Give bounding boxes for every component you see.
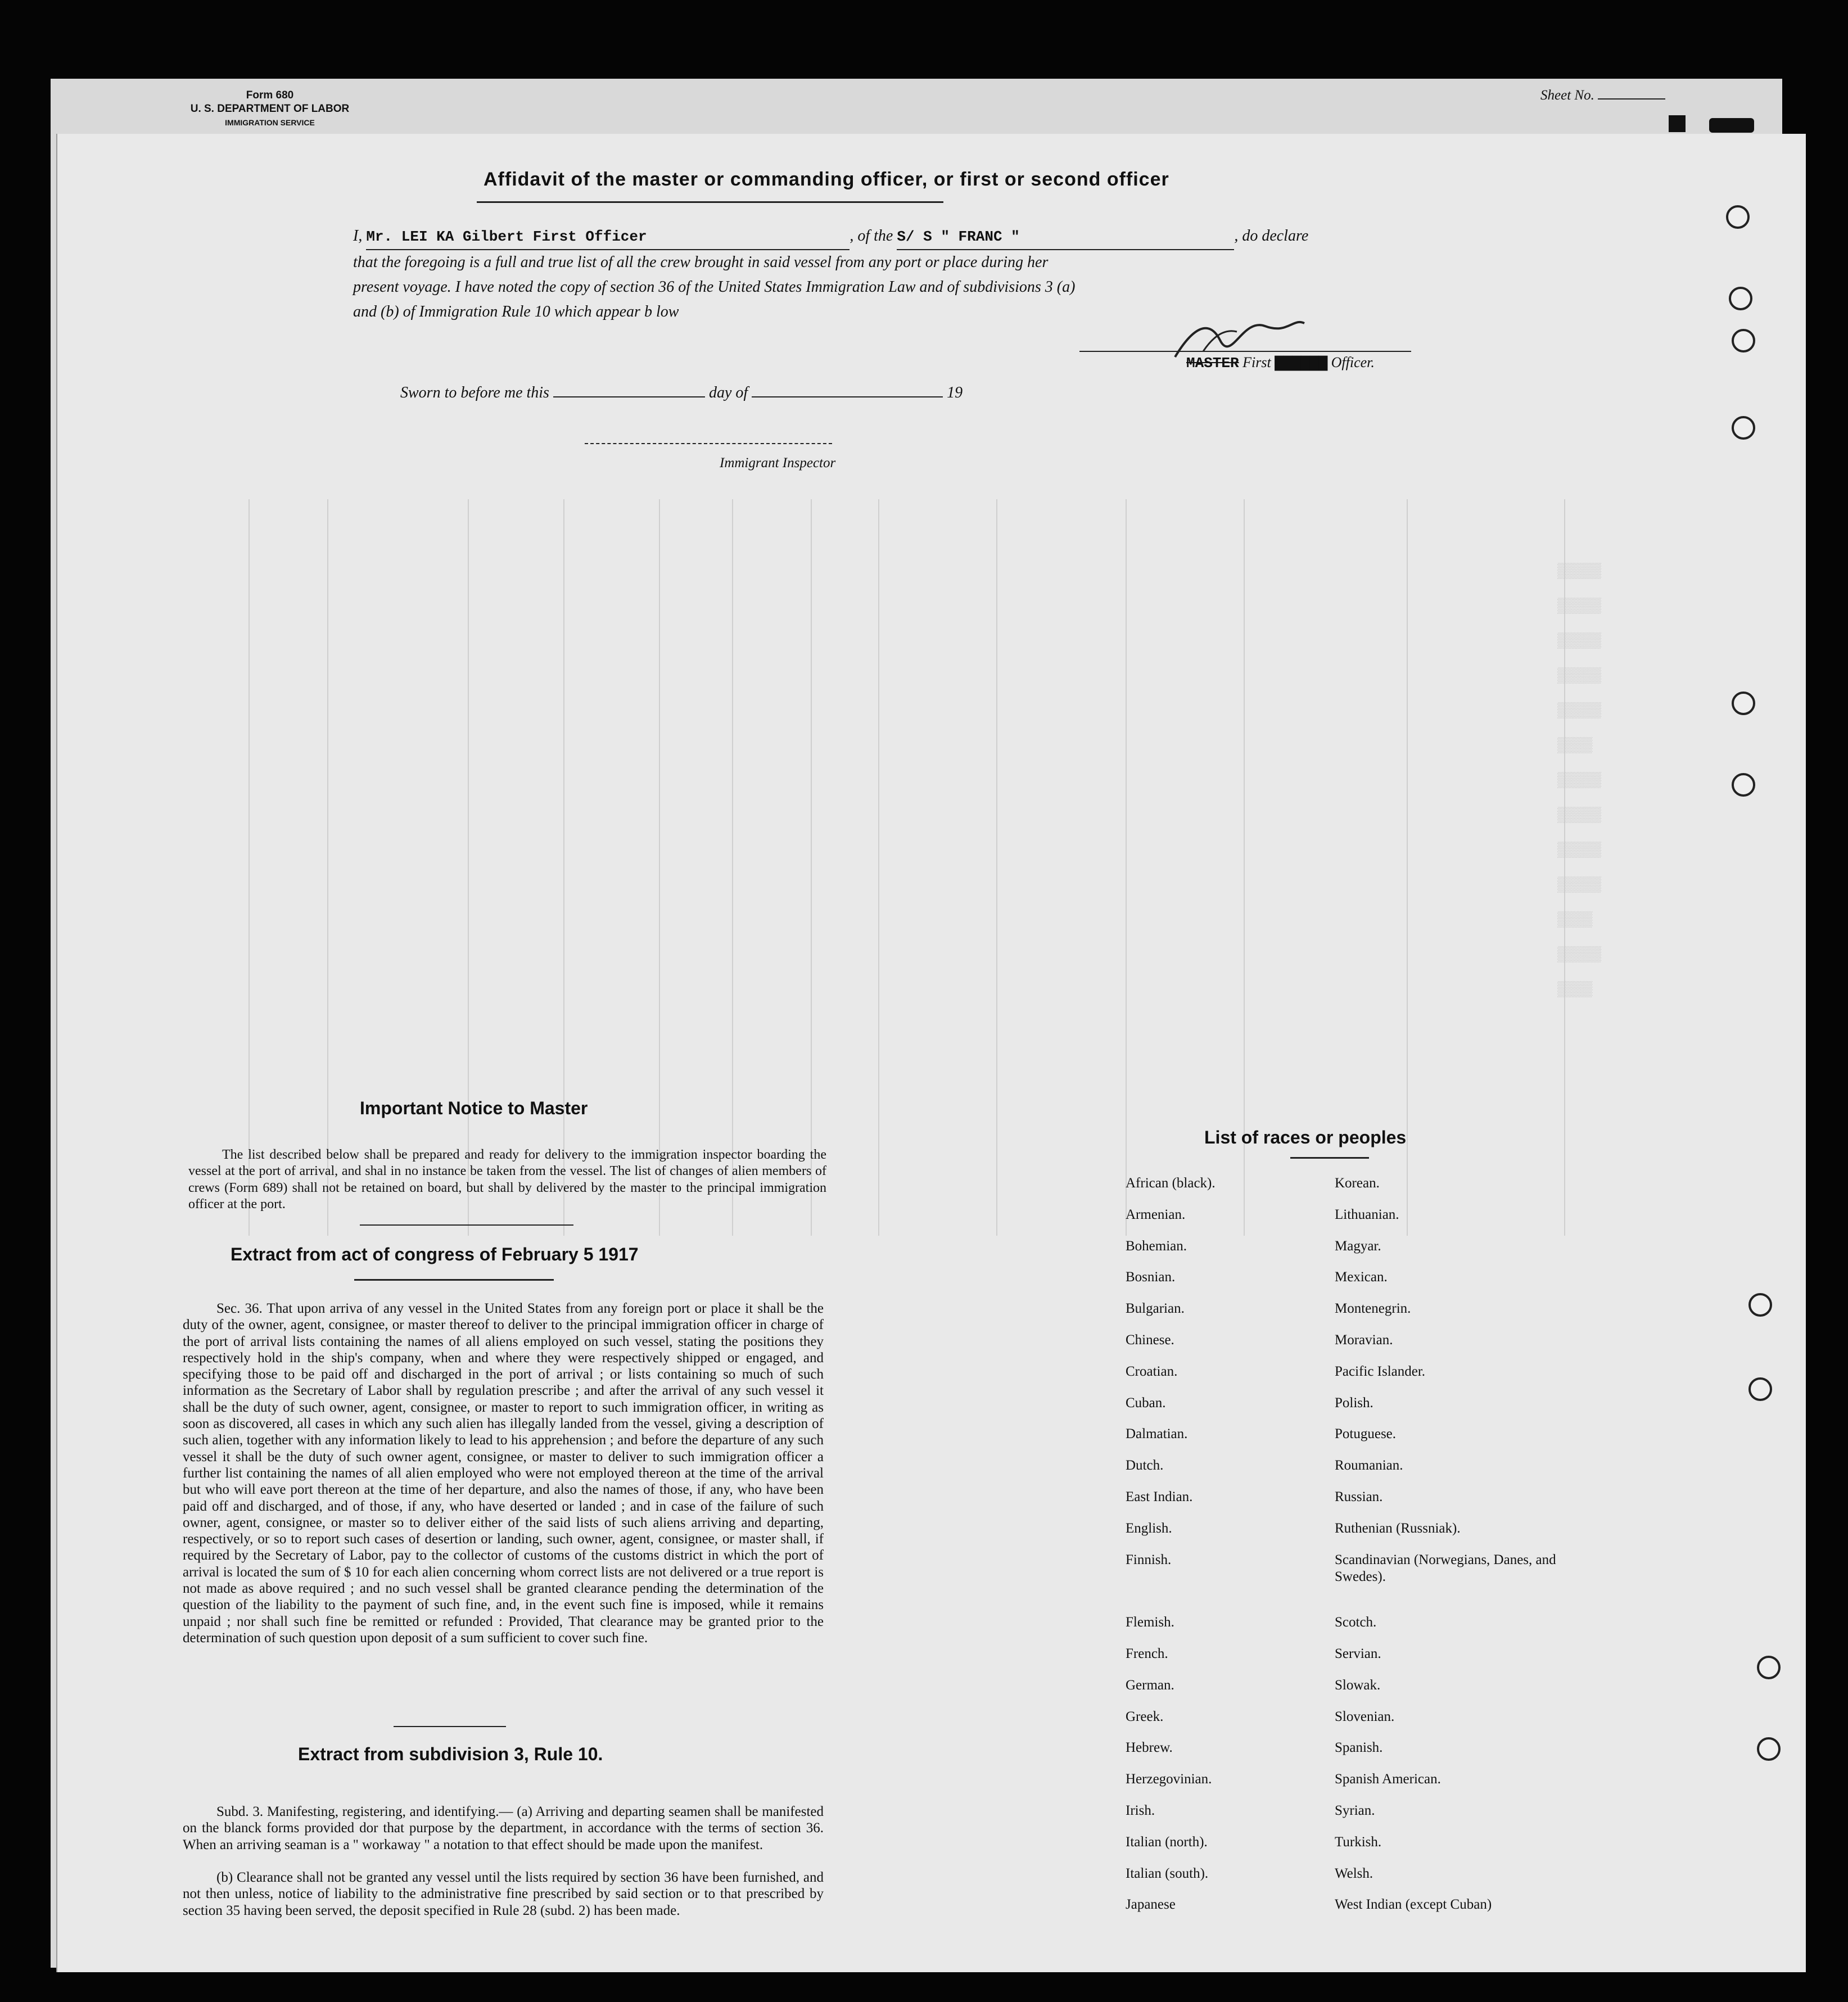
- section-rule: [360, 1224, 573, 1226]
- race-item: Flemish.: [1126, 1615, 1174, 1630]
- race-item: Croatian.: [1126, 1363, 1178, 1379]
- punch-hole: [1732, 773, 1755, 797]
- race-item: Spanish.: [1335, 1740, 1383, 1756]
- officer-suffix: Officer.: [1331, 354, 1375, 370]
- form-number: Form 680: [246, 89, 294, 101]
- race-item: Pacific Islander.: [1335, 1363, 1426, 1379]
- race-item: Montenegrin.: [1335, 1301, 1411, 1317]
- race-item: Turkish.: [1335, 1834, 1382, 1850]
- affidavit-body-line2: present voyage. I have noted the copy of section 36 of the United States Immigration Law and of subdivisions 3 (a): [353, 278, 1076, 296]
- signature-line: [1079, 351, 1411, 352]
- races-list: [1126, 1175, 1593, 1928]
- race-item: Bosnian.: [1126, 1269, 1176, 1285]
- race-item: Japanese: [1126, 1897, 1176, 1913]
- sheet-number: [1540, 88, 1665, 103]
- declarant-field: Mr. LEI KA Gilbert First Officer: [366, 224, 850, 250]
- race-item: Spanish American.: [1335, 1771, 1441, 1787]
- race-item: Russian.: [1335, 1489, 1383, 1504]
- race-item: Magyar.: [1335, 1238, 1381, 1254]
- race-item: West Indian (except Cuban): [1335, 1897, 1492, 1913]
- punch-hole: [1726, 205, 1750, 229]
- sworn-line: [400, 384, 963, 402]
- race-item: Hebrew.: [1126, 1740, 1173, 1756]
- race-item: Slovenian.: [1335, 1709, 1395, 1724]
- race-item: Polish.: [1335, 1395, 1373, 1411]
- section-rule: [354, 1279, 554, 1281]
- affidavit-title: Affidavit of the master or commanding officer, or first or second officer: [484, 169, 1169, 190]
- race-item: French.: [1126, 1646, 1168, 1661]
- race-item: Cuban.: [1126, 1395, 1166, 1411]
- race-item: [1335, 1583, 1593, 1614]
- race-item: Scotch.: [1335, 1615, 1377, 1630]
- race-item: German.: [1126, 1677, 1174, 1693]
- day-of-label: day of: [708, 384, 748, 401]
- sworn-month-blank: [752, 396, 943, 397]
- i-label: I,: [353, 227, 363, 245]
- punch-hole: [1748, 1377, 1772, 1401]
- race-item: Irish.: [1126, 1802, 1155, 1818]
- extract-act-text: Sec. 36. That upon arriva of any vessel in the United States from any foreign port or place it shall be the duty of the owner, agent, consignee, or master thereof to deliver to the principal immigration officer in charge of the port of arrival lists containing the names of all aliens employed on such vessel, stating the positions they respectively hold in the ship's company, when and where they were respectively shipped or engaged, and specifying those to be paid off and discharged in the port of arrival ; or lists containing so much of such information as the Secretary of Labor shall by regulation prescribe ; and after the arrival of any such vessel it shall be the duty of such owner, agent, consignee, or master to report to such immigration officer, in writing as soon as discovered, all cases in which any such alien has illegally landed from the vessel, giving a description of such alien, together with any information likely to lead to his apprehension ; and before the departure of any such vessel it shall be the duty of such owner agent, consignee, or master to deliver to such immigration officer a further list containing the names of all alien employed who were not employed thereon at the time of the arrival but who will eave port thereon at the time of her departure, and also the names of those, if any, who have been paid off and discharged, and of those, if any, who have deserted or landed ; and in case of the failure of such owner, agent, consignee, or master so to deliver either of the said lists of such aliens arriving and departing, respectively, or so to report such cases of desertion or landing, such owner, agent, consignee, or master shall, if required by the Secretary of Labor, pay to the collector of customs of the customs district in which the port of arrival is located the sum of $ 10 for each alien concerning whom correct lists are not delivered or a true report is not made as above required ; and no such vessel shall be granted clearance pending the determination of the question of the liability to the payment of such fine, and, in the event such fine is imposed, while it remains unpaid ; nor shall such fine be remitted or refunded : Provided, That clearance may be granted prior to the determination of such question upon deposit of a sum sufficient to cover such fine.: [183, 1301, 824, 1646]
- race-item: Roumanian.: [1335, 1458, 1403, 1474]
- punch-hole: [1757, 1737, 1781, 1761]
- bleed-through-text: ▒▒▒▒▒ ▒▒▒▒▒ ▒▒▒▒▒ ▒▒▒▒▒ ▒▒▒▒▒ ▒▒▒▒ ▒▒▒▒▒ ▒▒▒▒▒ ▒▒▒▒▒ ▒▒▒▒▒ ▒▒▒▒ ▒▒▒▒▒ ▒▒▒▒: [1557, 563, 1602, 998]
- vessel-field: S/ S " FRANC ": [897, 224, 1234, 250]
- race-item: Greek.: [1126, 1709, 1164, 1724]
- race-item: English.: [1126, 1520, 1172, 1536]
- race-item: Scandinavian (Norwegians, Danes, and Swedes).: [1335, 1552, 1556, 1584]
- race-item: Slowak.: [1335, 1677, 1381, 1693]
- race-item: Welsh.: [1335, 1865, 1373, 1881]
- race-item: Ruthenian (Russniak).: [1335, 1520, 1461, 1536]
- race-item: Herzegovinian.: [1126, 1771, 1212, 1787]
- race-item: Bohemian.: [1126, 1238, 1187, 1254]
- clip-mark: [1709, 118, 1754, 133]
- punch-hole: [1757, 1656, 1781, 1679]
- race-item: Lithuanian.: [1335, 1206, 1399, 1222]
- race-item: [1126, 1583, 1335, 1614]
- punch-hole: [1748, 1293, 1772, 1317]
- sheet-number-blank: [1598, 98, 1665, 100]
- year-label: 19: [947, 384, 963, 401]
- race-item: Chinese.: [1126, 1332, 1174, 1348]
- races-title: List of races or peoples: [1204, 1127, 1407, 1147]
- sworn-day-blank: [553, 396, 705, 397]
- extract-rule-text-b: (b) Clearance shall not be granted any vessel until the lists required by section 36 have been furnished, and not then unless, notice of liability to the administrative fine prescribed by said section or to that prescribed by section 35 having been served, the deposit specified in Rule 28 (subd. 2) has been made.: [183, 1870, 824, 1918]
- of-the-label: , of the: [850, 227, 893, 245]
- punch-hole: [1729, 287, 1752, 310]
- officer-strike: ▇▇▇▇▇▇: [1275, 355, 1328, 372]
- sworn-label: Sworn to before me this: [400, 384, 549, 401]
- race-item: Korean.: [1335, 1176, 1380, 1191]
- race-item: Armenian.: [1126, 1206, 1186, 1222]
- extract-rule-title: Extract from subdivision 3, Rule 10.: [298, 1744, 603, 1764]
- section-rule: [394, 1726, 506, 1727]
- race-item: Servian.: [1335, 1646, 1381, 1661]
- race-item: Moravian.: [1335, 1332, 1393, 1348]
- officer-mid: First: [1242, 354, 1271, 370]
- race-item: African (black).: [1126, 1176, 1216, 1191]
- declaration-line: [353, 224, 1421, 250]
- affidavit-body-line1: that the foregoing is a full and true list of all the crew brought in said vessel from any port or place during her: [353, 254, 1049, 271]
- race-item: East Indian.: [1126, 1489, 1193, 1504]
- title-rule: [477, 201, 943, 203]
- inspector-line: [585, 443, 832, 444]
- race-item: Italian (north).: [1126, 1834, 1208, 1850]
- notice-title: Important Notice to Master: [360, 1098, 588, 1118]
- officer-prefix: MASTER: [1186, 355, 1239, 372]
- race-item: Finnish.: [1126, 1552, 1172, 1567]
- form-header: [186, 89, 354, 129]
- race-item: Syrian.: [1335, 1802, 1375, 1818]
- race-item: Potuguese.: [1335, 1426, 1397, 1442]
- inspector-label: Immigrant Inspector: [720, 455, 836, 471]
- sheet-label: Sheet No.: [1540, 88, 1594, 103]
- punch-hole: [1732, 329, 1755, 353]
- form-service: IMMIGRATION SERVICE: [225, 118, 315, 127]
- races-title-rule: [1290, 1157, 1369, 1159]
- do-declare-label: , do declare: [1234, 227, 1309, 245]
- race-item: Dutch.: [1126, 1458, 1164, 1474]
- punch-hole: [1732, 416, 1755, 440]
- race-item: Dalmatian.: [1126, 1426, 1188, 1442]
- race-item: Italian (south).: [1126, 1865, 1209, 1881]
- extract-rule-text-a: Subd. 3. Manifesting, registering, and identifying.— (a) Arriving and departing seamen shall be manifested on the blanck forms provided dor that purpose by the department, in accordance with the terms of section 36. When an arriving seaman is a " workaway " a notation to that effect should be made upon the manifest.: [183, 1804, 824, 1852]
- race-item: Bulgarian.: [1126, 1301, 1185, 1317]
- punch-hole: [1732, 692, 1755, 715]
- notice-text: The list described below shall be prepared and ready for delivery to the immigration inspector boarding the vessel at the port of arrival, and shal in no instance be taken from the vessel. The list of changes of alien members of crews (Form 689) shall not be retained on board, but shall by delivered by the master to the principal immigration officer at the port.: [188, 1147, 826, 1212]
- officer-line: [1186, 354, 1375, 372]
- extract-act-title: Extract from act of congress of February 5 1917: [231, 1244, 639, 1264]
- form-department: U. S. DEPARTMENT OF LABOR: [190, 103, 350, 115]
- affidavit-body-line3: and (b) of Immigration Rule 10 which appear b low: [353, 303, 679, 320]
- clip-mark: [1669, 115, 1686, 132]
- race-item: Mexican.: [1335, 1269, 1388, 1285]
